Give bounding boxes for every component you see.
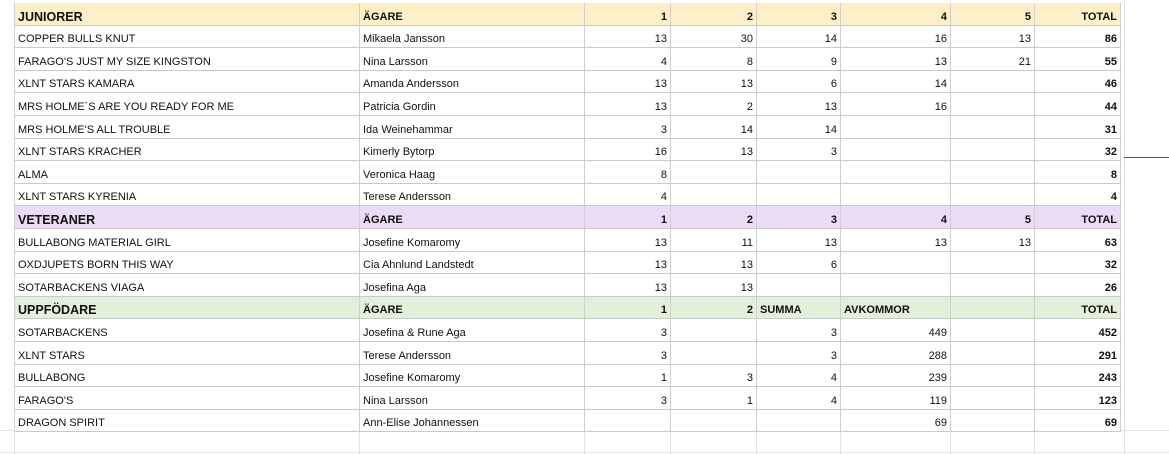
table-row <box>15 251 1121 274</box>
header-cell-round-4[interactable]: 4 <box>841 206 951 229</box>
cell-total[interactable]: 46 <box>1035 70 1121 93</box>
cell-name[interactable]: FARAGO'S JUST MY SIZE KINGSTON <box>15 48 360 71</box>
section-header-vet <box>15 206 1121 229</box>
cell-round-3[interactable]: 4 <box>757 387 841 410</box>
cell-round-5[interactable] <box>951 251 1035 274</box>
cell-round-4[interactable]: 69 <box>841 409 951 432</box>
cell-round-2[interactable]: 1 <box>671 387 757 410</box>
cell-round-5[interactable] <box>951 183 1035 206</box>
cell-round-1[interactable]: 13 <box>585 93 671 116</box>
cell-round-4[interactable]: 14 <box>841 70 951 93</box>
table-row <box>15 364 1121 387</box>
cell-total[interactable]: 4 <box>1035 183 1121 206</box>
cell-round-5[interactable] <box>951 93 1035 116</box>
cell-owner[interactable]: Josefine Komaromy <box>360 364 585 387</box>
cell-total[interactable]: 69 <box>1035 409 1121 432</box>
cell-owner[interactable]: Patricia Gordin <box>360 93 585 116</box>
cell-round-3[interactable]: 3 <box>757 319 841 342</box>
cell-total[interactable]: 44 <box>1035 93 1121 116</box>
cell-round-4[interactable]: 449 <box>841 319 951 342</box>
cell-name[interactable]: DRAGON SPIRIT <box>15 409 360 432</box>
cell-round-2[interactable]: 13 <box>671 70 757 93</box>
cell-owner[interactable]: Josefina & Rune Aga <box>360 319 585 342</box>
cell-round-3[interactable]: 6 <box>757 70 841 93</box>
cell-owner[interactable]: Ida Weinehammar <box>360 115 585 138</box>
cell-total[interactable]: 26 <box>1035 274 1121 297</box>
cell-round-2[interactable]: 13 <box>671 138 757 161</box>
cell-round-5[interactable] <box>951 341 1035 364</box>
cell-round-1[interactable]: 1 <box>585 364 671 387</box>
header-cell-total[interactable]: TOTAL <box>1035 296 1121 319</box>
cell-total[interactable]: 63 <box>1035 228 1121 251</box>
cell-round-3[interactable] <box>757 274 841 297</box>
cell-total[interactable]: 291 <box>1035 341 1121 364</box>
cell-round-3[interactable] <box>757 161 841 184</box>
cell-round-1[interactable]: 4 <box>585 183 671 206</box>
cell-name[interactable]: FARAGO'S <box>15 387 360 410</box>
table-row <box>15 48 1121 71</box>
cell-name[interactable]: XLNT STARS KAMARA <box>15 70 360 93</box>
cell-owner[interactable]: Nina Larsson <box>360 387 585 410</box>
cell-round-3[interactable]: 3 <box>757 138 841 161</box>
cell-round-5[interactable] <box>951 387 1035 410</box>
cell-round-1[interactable]: 3 <box>585 115 671 138</box>
cell-round-3[interactable]: 13 <box>757 93 841 116</box>
header-cell-round-2[interactable]: 2 <box>671 296 757 319</box>
header-cell-round-1[interactable]: 1 <box>585 296 671 319</box>
cell-round-5[interactable]: 21 <box>951 48 1035 71</box>
header-cell-round-1[interactable]: 1 <box>585 206 671 229</box>
header-cell-round-1[interactable]: 1 <box>585 3 671 25</box>
cell-round-5[interactable] <box>951 115 1035 138</box>
header-cell-round-5[interactable] <box>951 296 1035 319</box>
table-row <box>15 341 1121 364</box>
header-cell-total[interactable]: TOTAL <box>1035 3 1121 25</box>
cell-round-1[interactable]: 13 <box>585 228 671 251</box>
cell-total[interactable]: 8 <box>1035 161 1121 184</box>
cell-owner[interactable]: Josefina Aga <box>360 274 585 297</box>
cell-round-5[interactable] <box>951 409 1035 432</box>
cell-owner[interactable]: Cia Ahnlund Landstedt <box>360 251 585 274</box>
table-row <box>15 409 1121 432</box>
cell-round-5[interactable] <box>951 319 1035 342</box>
cell-round-5[interactable] <box>951 70 1035 93</box>
cell-round-1[interactable]: 4 <box>585 48 671 71</box>
header-cell-owner[interactable]: ÄGARE <box>360 3 585 25</box>
cell-round-2[interactable] <box>671 183 757 206</box>
cell-round-1[interactable] <box>585 409 671 432</box>
table-row <box>15 70 1121 93</box>
header-cell-round-4[interactable]: AVKOMMOR <box>841 296 951 319</box>
cell-total[interactable]: 452 <box>1035 319 1121 342</box>
cell-owner[interactable]: Nina Larsson <box>360 48 585 71</box>
cell-name[interactable]: ALMA <box>15 161 360 184</box>
header-cell-total[interactable]: TOTAL <box>1035 206 1121 229</box>
cell-round-4[interactable] <box>841 183 951 206</box>
cell-round-4[interactable] <box>841 138 951 161</box>
section-header-upp <box>15 296 1121 319</box>
header-cell-round-3[interactable]: 3 <box>757 3 841 25</box>
table-row <box>15 274 1121 297</box>
cell-owner[interactable]: Josefine Komaromy <box>360 228 585 251</box>
cell-round-2[interactable]: 3 <box>671 364 757 387</box>
cell-name[interactable]: XLNT STARS KYRENIA <box>15 183 360 206</box>
cell-name[interactable]: OXDJUPETS BORN THIS WAY <box>15 251 360 274</box>
cell-total[interactable]: 32 <box>1035 251 1121 274</box>
cell-round-3[interactable]: 4 <box>757 364 841 387</box>
cell-total[interactable]: 86 <box>1035 25 1121 48</box>
table-row <box>15 183 1121 206</box>
cell-name[interactable]: COPPER BULLS KNUT <box>15 25 360 48</box>
cell-round-2[interactable]: 8 <box>671 48 757 71</box>
table-row <box>15 387 1121 410</box>
table-row <box>15 319 1121 342</box>
cell-round-4[interactable]: 239 <box>841 364 951 387</box>
cell-owner[interactable]: Kimerly Bytorp <box>360 138 585 161</box>
header-cell-round-2[interactable]: 2 <box>671 206 757 229</box>
cell-round-4[interactable]: 16 <box>841 25 951 48</box>
cell-round-2[interactable] <box>671 161 757 184</box>
cell-round-5[interactable] <box>951 274 1035 297</box>
cell-name[interactable]: XLNT STARS KRACHER <box>15 138 360 161</box>
header-cell-round-3[interactable]: 3 <box>757 206 841 229</box>
cell-total[interactable]: 55 <box>1035 48 1121 71</box>
cell-owner[interactable]: Ann-Elise Johannessen <box>360 409 585 432</box>
cell-round-4[interactable] <box>841 161 951 184</box>
cell-name[interactable]: SOTARBACKENS <box>15 319 360 342</box>
cell-round-3[interactable] <box>757 409 841 432</box>
header-cell-round-5[interactable]: 5 <box>951 206 1035 229</box>
cell-round-2[interactable]: 2 <box>671 93 757 116</box>
table-row <box>15 228 1121 251</box>
cell-round-5[interactable] <box>951 364 1035 387</box>
cell-name[interactable]: SOTARBACKENS VIAGA <box>15 274 360 297</box>
header-cell-round-3[interactable]: SUMMA <box>757 296 841 319</box>
cell-round-4[interactable] <box>841 251 951 274</box>
cell-round-2[interactable] <box>671 341 757 364</box>
header-cell-round-4[interactable]: 4 <box>841 3 951 25</box>
cell-round-5[interactable] <box>951 138 1035 161</box>
cell-name[interactable]: BULLABONG <box>15 364 360 387</box>
cell-round-4[interactable]: 288 <box>841 341 951 364</box>
cell-round-3[interactable]: 13 <box>757 228 841 251</box>
cell-round-2[interactable]: 13 <box>671 274 757 297</box>
cell-round-1[interactable]: 13 <box>585 251 671 274</box>
header-cell-owner[interactable]: ÄGARE <box>360 296 585 319</box>
cell-round-2[interactable] <box>671 319 757 342</box>
cell-round-4[interactable] <box>841 274 951 297</box>
cell-round-4[interactable]: 119 <box>841 387 951 410</box>
cell-name[interactable]: MRS HOLME'S ALL TROUBLE <box>15 115 360 138</box>
cell-round-2[interactable] <box>671 409 757 432</box>
cell-round-3[interactable]: 6 <box>757 251 841 274</box>
cell-round-2[interactable]: 11 <box>671 228 757 251</box>
cell-round-3[interactable] <box>757 183 841 206</box>
cell-round-4[interactable]: 16 <box>841 93 951 116</box>
cell-round-1[interactable]: 3 <box>585 319 671 342</box>
cell-round-2[interactable]: 13 <box>671 251 757 274</box>
cell-round-5[interactable] <box>951 161 1035 184</box>
table-row <box>15 138 1121 161</box>
cell-round-4[interactable] <box>841 115 951 138</box>
header-cell-name[interactable]: VETERANER <box>15 206 360 229</box>
cell-round-1[interactable]: 13 <box>585 25 671 48</box>
header-cell-owner[interactable]: ÄGARE <box>360 206 585 229</box>
cell-round-3[interactable]: 3 <box>757 341 841 364</box>
cell-round-2[interactable]: 30 <box>671 25 757 48</box>
cell-owner[interactable]: Terese Andersson <box>360 341 585 364</box>
cell-total[interactable]: 32 <box>1035 138 1121 161</box>
cell-total[interactable]: 31 <box>1035 115 1121 138</box>
cell-name[interactable]: BULLABONG MATERIAL GIRL <box>15 228 360 251</box>
cell-round-3[interactable]: 14 <box>757 115 841 138</box>
cell-round-3[interactable]: 9 <box>757 48 841 71</box>
cell-round-5[interactable]: 13 <box>951 25 1035 48</box>
section-header-jun <box>15 3 1121 25</box>
cell-round-2[interactable]: 14 <box>671 115 757 138</box>
cell-round-1[interactable]: 13 <box>585 274 671 297</box>
table-row <box>15 161 1121 184</box>
cell-round-1[interactable]: 16 <box>585 138 671 161</box>
cell-name[interactable]: XLNT STARS <box>15 341 360 364</box>
cell-name[interactable]: MRS HOLME´S ARE YOU READY FOR ME <box>15 93 360 116</box>
cell-round-1[interactable]: 13 <box>585 70 671 93</box>
cell-round-4[interactable]: 13 <box>841 48 951 71</box>
results-spreadsheet <box>14 3 1121 432</box>
cell-round-1[interactable]: 8 <box>585 161 671 184</box>
cell-owner[interactable]: Veronica Haag <box>360 161 585 184</box>
header-cell-round-5[interactable]: 5 <box>951 3 1035 25</box>
table-row <box>15 93 1121 116</box>
cell-owner[interactable]: Mikaela Jansson <box>360 25 585 48</box>
table-row <box>15 115 1121 138</box>
cell-total[interactable]: 243 <box>1035 364 1121 387</box>
cell-round-5[interactable]: 13 <box>951 228 1035 251</box>
table-row <box>15 25 1121 48</box>
cell-round-3[interactable]: 14 <box>757 25 841 48</box>
cell-round-4[interactable]: 13 <box>841 228 951 251</box>
cell-owner[interactable]: Terese Andersson <box>360 183 585 206</box>
cell-owner[interactable]: Amanda Andersson <box>360 70 585 93</box>
cell-round-1[interactable]: 3 <box>585 341 671 364</box>
header-cell-round-2[interactable]: 2 <box>671 3 757 25</box>
header-cell-name[interactable]: UPPFÖDARE <box>15 296 360 319</box>
cell-round-1[interactable]: 3 <box>585 387 671 410</box>
header-cell-name[interactable]: JUNIORER <box>15 3 360 25</box>
cell-total[interactable]: 123 <box>1035 387 1121 410</box>
